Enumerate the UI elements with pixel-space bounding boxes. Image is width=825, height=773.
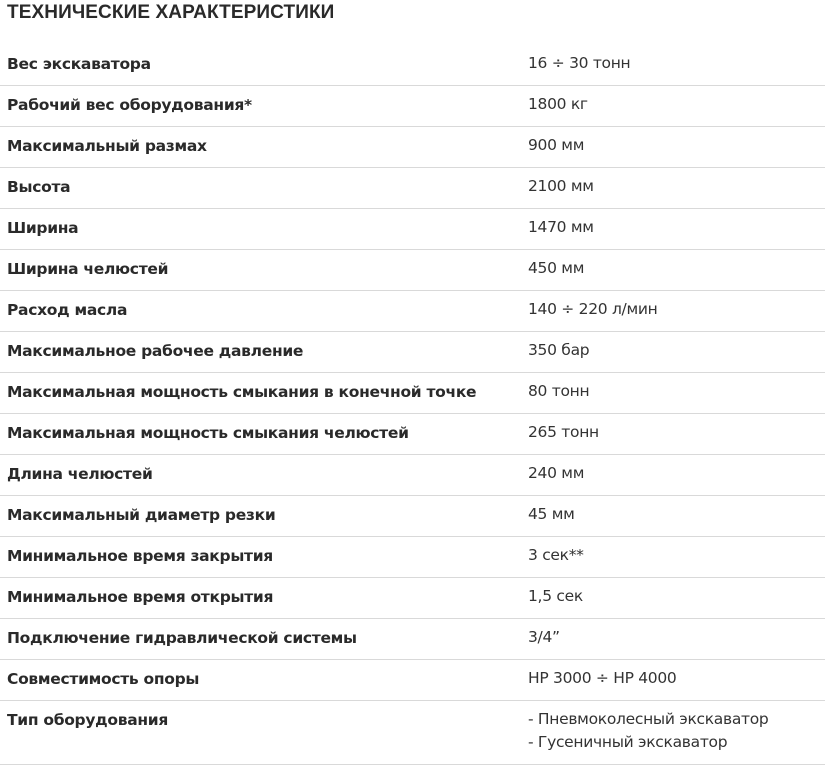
spec-row (0, 127, 825, 168)
spec-value-text: - Гусеничный экскаватор (528, 733, 728, 751)
spec-label: Минимальное время открытия (7, 588, 274, 606)
spec-row (0, 414, 825, 455)
spec-value-text: 240 мм (528, 464, 585, 482)
spec-row (0, 250, 825, 291)
spec-value (528, 55, 825, 75)
spec-value-text: 140 ÷ 220 л/мин (528, 300, 658, 318)
spec-value-text: - Пневмоколесный экскаватор (528, 710, 769, 728)
spec-value (528, 342, 825, 362)
spec-value (528, 260, 825, 280)
spec-value (528, 301, 825, 321)
spec-row (0, 619, 825, 660)
spec-row (0, 455, 825, 496)
spec-value (528, 96, 825, 116)
spec-label: Ширина челюстей (7, 260, 169, 278)
spec-label: Ширина (7, 219, 79, 237)
spec-value (528, 178, 825, 198)
spec-label: Максимальный диаметр резки (7, 506, 276, 524)
spec-row (0, 291, 825, 332)
spec-value-text: 1470 мм (528, 218, 594, 236)
spec-value-text: 265 тонн (528, 423, 599, 441)
spec-label: Максимальный размах (7, 137, 207, 155)
spec-value-text: 80 тонн (528, 382, 590, 400)
spec-row (0, 332, 825, 373)
spec-row (0, 86, 825, 127)
spec-value (528, 424, 825, 444)
spec-value (528, 588, 825, 608)
spec-value-text: 3/4” (528, 628, 560, 646)
spec-value (528, 219, 825, 239)
spec-value-text: HP 3000 ÷ HP 4000 (528, 669, 677, 687)
spec-row (0, 168, 825, 209)
spec-value (528, 383, 825, 403)
spec-row (0, 45, 825, 86)
spec-label: Совместимость опоры (7, 670, 200, 688)
spec-row (0, 578, 825, 619)
spec-row (0, 496, 825, 537)
spec-label: Подключение гидравлической системы (7, 629, 357, 647)
spec-label: Максимальное рабочее давление (7, 342, 304, 360)
spec-row (0, 537, 825, 578)
spec-row (0, 373, 825, 414)
spec-value (528, 506, 825, 526)
spec-value (528, 137, 825, 157)
spec-label: Максимальная мощность смыкания челюстей (7, 424, 409, 442)
spec-value-text: 2100 мм (528, 177, 594, 195)
spec-label: Расход масла (7, 301, 128, 319)
spec-value (528, 711, 825, 754)
spec-row (0, 660, 825, 701)
specs-table (0, 45, 825, 765)
spec-row (0, 701, 825, 765)
spec-label: Рабочий вес оборудования* (7, 96, 252, 114)
spec-value-text: 16 ÷ 30 тонн (528, 54, 631, 72)
spec-row (0, 209, 825, 250)
page-title: ТЕХНИЧЕСКИЕ ХАРАКТЕРИСТИКИ (7, 2, 335, 23)
spec-value (528, 670, 825, 690)
spec-label: Тип оборудования (7, 711, 169, 729)
spec-value-text: 1,5 сек (528, 587, 583, 605)
spec-value-text: 450 мм (528, 259, 585, 277)
spec-value-text: 900 мм (528, 136, 585, 154)
spec-value-text: 45 мм (528, 505, 575, 523)
spec-label: Высота (7, 178, 71, 196)
spec-label: Вес экскаватора (7, 55, 151, 73)
spec-label: Длина челюстей (7, 465, 153, 483)
spec-value (528, 629, 825, 649)
spec-label: Минимальное время закрытия (7, 547, 273, 565)
spec-label: Максимальная мощность смыкания в конечной точке (7, 383, 477, 401)
spec-value (528, 547, 825, 567)
spec-value (528, 465, 825, 485)
spec-value-text: 1800 кг (528, 95, 588, 113)
spec-value-text: 3 сек** (528, 546, 584, 564)
spec-value-text: 350 бар (528, 341, 590, 359)
